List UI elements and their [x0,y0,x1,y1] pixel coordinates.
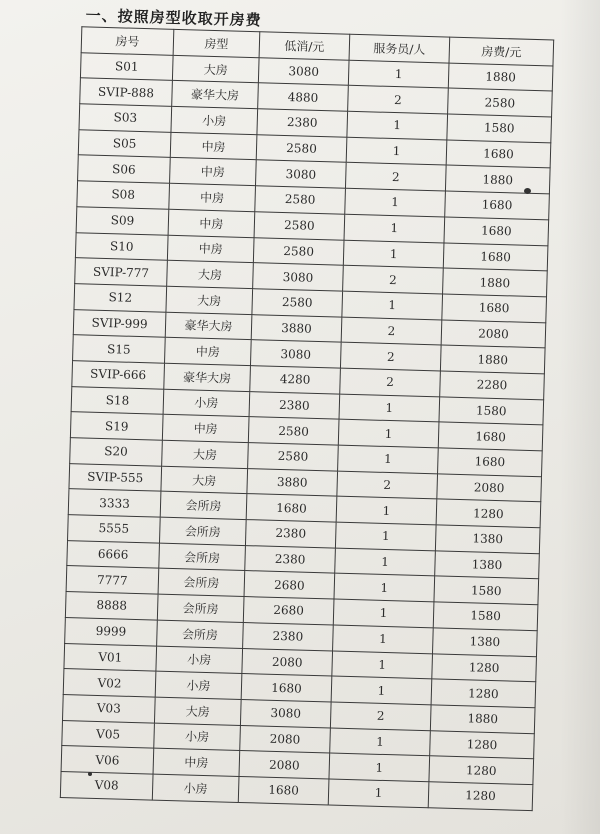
cell-room-fee: 1680 [446,140,551,169]
cell-room-number: V06 [61,746,154,774]
cell-room-type: 会所房 [159,543,246,571]
printed-sheet [50,4,562,811]
cell-room-fee: 1280 [428,782,533,811]
cell-room-type: 小房 [152,774,239,802]
cell-minimum-spend: 2080 [242,648,333,676]
cell-room-number: S03 [79,104,172,132]
cell-waiters: 1 [343,240,444,268]
cell-waiters: 1 [347,111,448,139]
cell-room-number: SVIP-666 [72,361,165,389]
cell-minimum-spend: 3080 [253,263,344,291]
cell-room-number: S15 [73,335,166,363]
cell-room-number: S09 [76,207,169,235]
cell-room-fee: 1880 [448,63,553,92]
cell-room-number: 9999 [65,617,158,645]
header-waiters: 服务员/人 [349,34,450,62]
ink-mark [88,772,92,776]
cell-room-fee: 1680 [438,448,543,477]
cell-minimum-spend: 4880 [258,83,349,111]
cell-room-fee: 1580 [433,602,538,631]
cell-room-fee: 1880 [440,345,545,374]
cell-room-number: V05 [62,720,155,748]
cell-minimum-spend: 2080 [240,725,331,753]
cell-room-type: 豪华大房 [172,81,259,109]
cell-room-number: S05 [78,129,171,157]
cell-minimum-spend: 2080 [239,751,330,779]
cell-minimum-spend: 2580 [248,443,339,471]
cell-room-type: 会所房 [157,594,244,622]
cell-room-type: 会所房 [157,620,244,648]
cell-room-number: 7777 [66,566,159,594]
cell-room-fee: 2080 [441,320,546,349]
cell-minimum-spend: 1680 [246,494,337,522]
cell-minimum-spend: 2680 [243,597,334,625]
cell-room-number: 5555 [68,515,161,543]
cell-room-number: SVIP-888 [80,78,173,106]
cell-room-number: S18 [71,386,164,414]
cell-waiters: 1 [338,419,439,447]
room-fee-table [60,26,554,811]
cell-room-type: 豪华大房 [164,363,251,391]
cell-room-fee: 1880 [445,165,550,194]
cell-minimum-spend: 2380 [257,109,348,137]
cell-minimum-spend: 2580 [253,237,344,265]
cell-room-type: 中房 [165,337,252,365]
cell-room-number: V02 [63,669,156,697]
cell-room-type: 中房 [162,415,249,443]
cell-minimum-spend: 2380 [245,520,336,548]
cell-minimum-spend: 2680 [244,571,335,599]
cell-room-fee: 1280 [429,756,534,785]
cell-room-fee: 1280 [430,730,535,759]
cell-minimum-spend: 2580 [248,417,339,445]
cell-room-fee: 1680 [444,217,549,246]
cell-waiters: 1 [339,394,440,422]
cell-room-type: 大房 [162,440,249,468]
cell-minimum-spend: 2380 [249,391,340,419]
cell-waiters: 1 [346,137,447,165]
cell-room-type: 大房 [161,466,248,494]
cell-room-fee: 1280 [431,679,536,708]
cell-room-type: 豪华大房 [165,312,252,340]
cell-room-number: SVIP-999 [73,309,166,337]
cell-room-type: 小房 [155,671,242,699]
cell-room-type: 中房 [170,132,257,160]
cell-minimum-spend: 2380 [245,545,336,573]
cell-room-type: 会所房 [159,517,246,545]
cell-waiters: 2 [337,471,438,499]
cell-minimum-spend: 3080 [258,57,349,85]
cell-room-number: S20 [70,438,163,466]
cell-room-fee: 1580 [439,397,544,426]
cell-room-fee: 2580 [448,88,553,117]
cell-waiters: 1 [335,522,436,550]
document-title: 一、按照房型收取开房费 [85,6,262,30]
cell-waiters: 1 [332,651,433,679]
cell-room-number: 3333 [68,489,161,517]
page-shadow [560,0,600,834]
cell-waiters: 1 [333,625,434,653]
cell-room-type: 中房 [170,158,257,186]
cell-room-number: 8888 [65,592,158,620]
cell-room-fee: 1380 [433,628,538,657]
cell-room-type: 会所房 [158,569,245,597]
cell-room-type: 小房 [163,389,250,417]
cell-room-fee: 1580 [447,114,552,143]
cell-room-number: V01 [64,643,157,671]
cell-room-type: 大房 [154,697,241,725]
cell-waiters: 2 [330,702,431,730]
cell-room-number: S19 [70,412,163,440]
cell-room-type: 大房 [166,286,253,314]
cell-minimum-spend: 1680 [241,674,332,702]
cell-room-type: 大房 [172,55,259,83]
cell-minimum-spend: 3080 [250,340,341,368]
cell-waiters: 1 [331,676,432,704]
cell-minimum-spend: 3880 [247,468,338,496]
header-room-fee: 房费/元 [449,37,554,66]
cell-room-number: S06 [78,155,171,183]
cell-room-fee: 1380 [435,551,540,580]
cell-room-fee: 1280 [432,653,537,682]
cell-room-fee: 1680 [438,422,543,451]
cell-room-fee: 1880 [430,705,535,734]
cell-minimum-spend: 3080 [240,699,331,727]
cell-waiters: 1 [335,548,436,576]
cell-room-fee: 1580 [434,576,539,605]
cell-room-fee: 1680 [445,191,550,220]
cell-room-fee: 2280 [440,371,545,400]
cell-waiters: 1 [334,573,435,601]
cell-room-number: V03 [63,694,156,722]
cell-waiters: 2 [345,163,446,191]
cell-room-type: 中房 [153,748,240,776]
cell-room-number: 6666 [67,540,160,568]
cell-waiters: 1 [330,728,431,756]
cell-waiters: 1 [328,779,429,807]
cell-room-type: 大房 [167,260,254,288]
cell-room-fee: 1380 [435,525,540,554]
cell-waiters: 1 [345,188,446,216]
cell-waiters: 1 [344,214,445,242]
cell-waiters: 1 [333,599,434,627]
cell-waiters: 1 [338,445,439,473]
cell-room-fee: 1680 [443,242,548,271]
cell-minimum-spend: 2580 [254,211,345,239]
header-minimum-spend: 低消/元 [259,32,350,60]
cell-minimum-spend: 2580 [256,134,347,162]
cell-room-fee: 2080 [437,474,542,503]
cell-waiters: 1 [329,753,430,781]
cell-room-number: S08 [77,181,170,209]
header-room-number: 房号 [81,27,174,55]
cell-room-type: 会所房 [160,492,247,520]
cell-minimum-spend: 2380 [243,622,334,650]
cell-room-fee: 1880 [443,268,548,297]
cell-room-fee: 1680 [442,294,547,323]
cell-room-number: S01 [80,52,173,80]
cell-minimum-spend: 2580 [255,186,346,214]
cell-room-type: 中房 [167,235,254,263]
cell-minimum-spend: 3080 [255,160,346,188]
cell-waiters: 1 [336,496,437,524]
cell-room-number: SVIP-777 [75,258,168,286]
cell-waiters: 2 [340,368,441,396]
cell-waiters: 1 [342,291,443,319]
cell-minimum-spend: 1680 [238,776,329,804]
header-room-type: 房型 [173,29,260,57]
cell-waiters: 1 [348,60,449,88]
table-body [60,52,553,810]
cell-room-type: 小房 [154,723,241,751]
cell-room-fee: 1280 [436,499,541,528]
cell-waiters: 2 [343,265,444,293]
cell-waiters: 2 [341,317,442,345]
cell-waiters: 2 [348,86,449,114]
cell-room-number: V08 [60,771,153,799]
cell-waiters: 2 [340,342,441,370]
cell-room-number: S12 [74,284,167,312]
cell-room-number: S10 [75,232,168,260]
ink-mark [524,188,531,194]
cell-minimum-spend: 2580 [252,289,343,317]
cell-room-type: 小房 [171,106,258,134]
cell-room-type: 小房 [156,646,243,674]
cell-room-type: 中房 [168,209,255,237]
cell-room-type: 中房 [169,183,256,211]
cell-room-number: SVIP-555 [69,463,162,491]
cell-minimum-spend: 3880 [251,314,342,342]
cell-minimum-spend: 4280 [250,366,341,394]
